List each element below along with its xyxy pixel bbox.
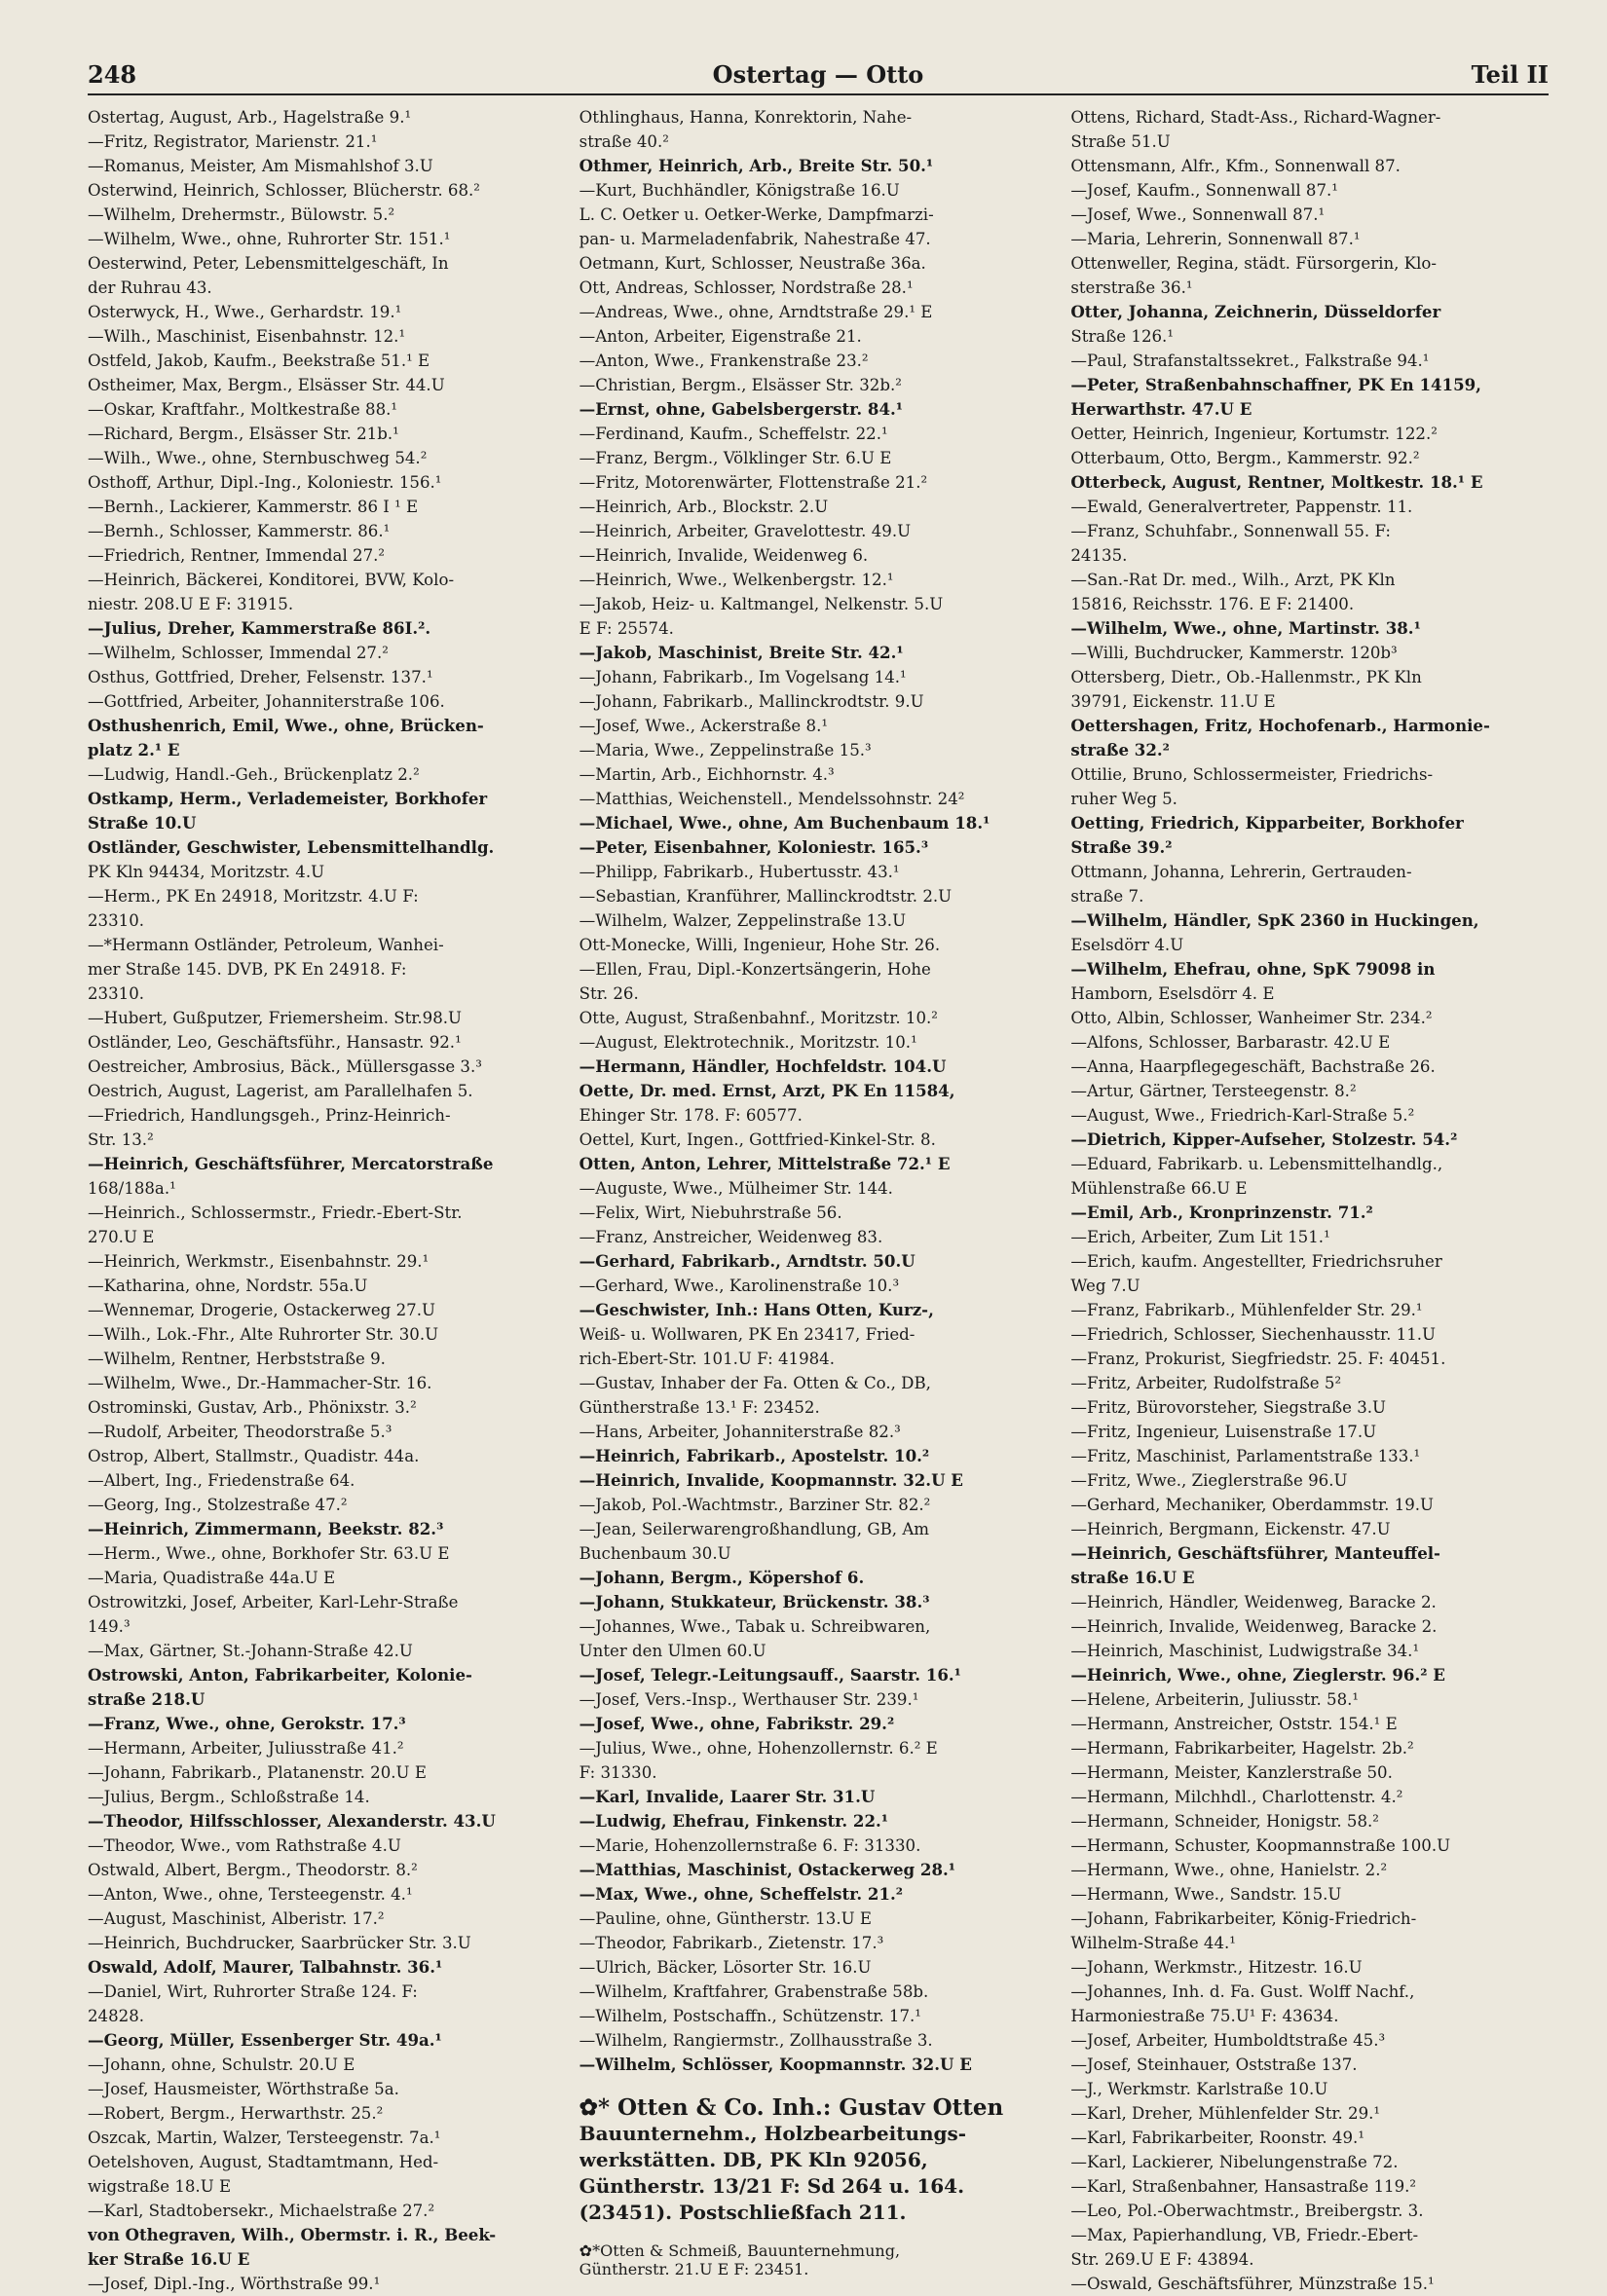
- directory-entry: —Fritz, Bürovorsteher, Siegstraße 3.U: [1070, 1398, 1387, 1417]
- directory-entry: —Emil, Arb., Kronprinzenstr. 71.²: [1070, 1203, 1373, 1222]
- directory-entry: —Friedrich, Handlungsgeh., Prinz-Heinrich-: [88, 1106, 451, 1125]
- directory-entry: —Hermann, Arbeiter, Juliusstraße 41.²: [88, 1739, 404, 1758]
- directory-entry: —Karl, Straßenbahner, Hansastraße 119.²: [1070, 2177, 1417, 2196]
- directory-entry: —Heinrich, Fabrikarb., Apostelstr. 10.²: [579, 1446, 930, 1465]
- page-number: 248: [88, 60, 137, 89]
- directory-entry: —Wilh., Maschinist, Eisenbahnstr. 12.¹: [88, 327, 406, 346]
- directory-entry: —Pauline, ohne, Güntherstr. 13.U E: [579, 1909, 873, 1928]
- directory-entry: —Andreas, Wwe., ohne, Arndtstraße 29.¹ E: [579, 303, 933, 321]
- directory-entry: Othmer, Heinrich, Arb., Breite Str. 50.¹: [579, 156, 934, 175]
- directory-entry: 15816, Reichsstr. 176. E F: 21400.: [1070, 595, 1355, 613]
- directory-entry: —Franz, Schuhfabr., Sonnenwall 55. F:: [1070, 522, 1391, 540]
- directory-entry: —Heinrich, Händler, Weidenweg, Baracke 2.: [1070, 1593, 1437, 1611]
- directory-entry: —Heinrich, Arb., Blockstr. 2.U: [579, 498, 829, 516]
- directory-entry: niestr. 208.U E F: 31915.: [88, 595, 294, 613]
- directory-entry: —Johann, Fabrikarb., Mallinckrodtstr. 9.U: [579, 692, 924, 711]
- directory-entry: —Katharina, ohne, Nordstr. 55a.U: [88, 1277, 368, 1295]
- directory-entry: —Karl, Lackierer, Nibelungenstraße 72.: [1070, 2153, 1399, 2171]
- directory-entry: —Albert, Ing., Friedenstraße 64.: [88, 1471, 355, 1490]
- directory-entry: —Romanus, Meister, Am Mismahlshof 3.U: [88, 157, 433, 175]
- directory-entry: —Josef, Kaufm., Sonnenwall 87.¹: [1070, 181, 1338, 200]
- ad-line: Güntherstr. 13/21 F: Sd 264 u. 164.: [579, 2174, 965, 2198]
- directory-entry: —Jakob, Pol.-Wachtmstr., Barziner Str. 82.²: [579, 1496, 931, 1514]
- directory-entry: —Fritz, Arbeiter, Rudolfstraße 5²: [1070, 1374, 1342, 1392]
- directory-entry: Unter den Ulmen 60.U: [579, 1642, 766, 1660]
- directory-entry: —Jean, Seilerwarengroßhandlung, GB, Am: [579, 1520, 930, 1538]
- directory-entry: Straße 126.¹: [1070, 327, 1174, 346]
- directory-entry: Güntherstraße 13.¹ F: 23452.: [579, 1398, 820, 1417]
- directory-entry: —Erich, Arbeiter, Zum Lit 151.¹: [1070, 1228, 1330, 1246]
- directory-entry: Mühlenstraße 66.U E: [1070, 1179, 1248, 1198]
- directory-entry: Othlinghaus, Hanna, Konrektorin, Nahe-: [579, 108, 913, 127]
- directory-entry: —Gerhard, Wwe., Karolinenstraße 10.³: [579, 1277, 900, 1295]
- directory-entry: E F: 25574.: [579, 619, 674, 638]
- directory-entry: Osthushenrich, Emil, Wwe., ohne, Brücken-: [88, 716, 484, 735]
- directory-entry: straße 7.: [1070, 887, 1144, 906]
- directory-entry: F: 31330.: [579, 1763, 657, 1782]
- directory-entry: Osthoff, Arthur, Dipl.-Ing., Koloniestr. 156.¹: [88, 473, 442, 492]
- directory-entry: —Johann, Werkmstr., Hitzestr. 16.U: [1070, 1958, 1363, 1977]
- directory-entry: —Karl, Fabrikarbeiter, Roonstr. 49.¹: [1070, 2129, 1364, 2147]
- directory-entry: Str. 13.²: [88, 1130, 154, 1149]
- directory-entry: straße 40.²: [579, 132, 669, 151]
- directory-entry: —Max, Wwe., ohne, Scheffelstr. 21.²: [579, 1884, 904, 1904]
- column-2: [579, 105, 1058, 2296]
- directory-entry: Weg 7.U: [1070, 1277, 1140, 1295]
- directory-entry: —Heinrich, Invalide, Weidenweg 6.: [579, 546, 869, 565]
- directory-entry: —Heinrich, Geschäftsführer, Manteuffel-: [1070, 1543, 1440, 1563]
- directory-entry: —Daniel, Wirt, Ruhrorter Straße 124. F:: [88, 1982, 418, 2001]
- directory-entry: —Bernh., Schlosser, Kammerstr. 86.¹: [88, 522, 391, 540]
- directory-entry: Straße 10.U: [88, 813, 197, 833]
- directory-entry: —Josef, Vers.-Insp., Werthauser Str. 239.¹: [579, 1690, 919, 1709]
- part-label: Teil II: [1471, 60, 1549, 89]
- directory-entry: —Ludwig, Handl.-Geh., Brückenplatz 2.²: [88, 765, 420, 784]
- directory-entry: Osterwyck, H., Wwe., Gerhardstr. 19.¹: [88, 303, 402, 321]
- directory-entry: —Fritz, Maschinist, Parlamentstraße 133.¹: [1070, 1447, 1421, 1465]
- directory-entry: Osthus, Gottfried, Dreher, Felsenstr. 137.¹: [88, 668, 433, 686]
- directory-entry: straße 218.U: [88, 1689, 206, 1709]
- directory-entry: —Johann, Fabrikarb., Im Vogelsang 14.¹: [579, 668, 907, 686]
- directory-entry: —Wilhelm, Wwe., Dr.-Hammacher-Str. 16.: [88, 1374, 432, 1392]
- directory-entry: Ostkamp, Herm., Verlademeister, Borkhofer: [88, 789, 488, 808]
- directory-entry: —Maria, Quadistraße 44a.U E: [88, 1569, 336, 1587]
- directory-entry: —Bernh., Lackierer, Kammerstr. 86 I ¹ E: [88, 498, 419, 516]
- directory-entry: —J., Werkmstr. Karlstraße 10.U: [1070, 2080, 1328, 2098]
- directory-entry: Osterwind, Heinrich, Schlosser, Blücherstr. 68.²: [88, 181, 480, 200]
- directory-entry: Harmoniestraße 75.U¹ F: 43634.: [1070, 2007, 1339, 2025]
- directory-entry: —Franz, Prokurist, Siegfriedstr. 25. F: 40451.: [1070, 1350, 1446, 1368]
- directory-entry: —Robert, Bergm., Herwarthstr. 25.²: [88, 2104, 384, 2123]
- directory-entry: —Georg, Ing., Stolzestraße 47.²: [88, 1496, 348, 1514]
- directory-entry: —Maria, Wwe., Zeppelinstraße 15.³: [579, 741, 872, 759]
- directory-entry: 24135.: [1070, 546, 1128, 565]
- directory-entry: —Julius, Bergm., Schloßstraße 14.: [88, 1788, 370, 1806]
- directory-entry: —Martin, Arb., Eichhornstr. 4.³: [579, 765, 835, 784]
- directory-entry: —Hans, Arbeiter, Johanniterstraße 82.³: [579, 1423, 901, 1441]
- directory-entry: —Wilhelm, Walzer, Zeppelinstraße 13.U: [579, 911, 907, 930]
- directory-entry: —Wilhelm, Wwe., ohne, Martinstr. 38.¹: [1070, 618, 1421, 638]
- directory-entry: —Heinrich, Bergmann, Eickenstr. 47.U: [1070, 1520, 1391, 1538]
- directory-entry: Oestrich, August, Lagerist, am Parallelhafen 5.: [88, 1082, 473, 1100]
- directory-entry: Ostländer, Leo, Geschäftsführ., Hansastr. 92.¹: [88, 1033, 462, 1052]
- directory-entry: —Jakob, Heiz- u. Kaltmangel, Nelkenstr. 5.U: [579, 595, 944, 613]
- directory-entry: Oswald, Adolf, Maurer, Talbahnstr. 36.¹: [88, 1957, 443, 1977]
- directory-entry: rich-Ebert-Str. 101.U F: 41984.: [579, 1350, 836, 1368]
- ad-line: Bauunternehm., Holzbearbeitungs-: [579, 2122, 967, 2145]
- directory-entry: —Johann, Bergm., Köpershof 6.: [579, 1568, 865, 1587]
- directory-entry: —Heinrich, Zimmermann, Beekstr. 82.³: [88, 1519, 444, 1538]
- directory-entry: —San.-Rat Dr. med., Wilh., Arzt, PK Kln: [1070, 571, 1396, 589]
- directory-entry: —Karl, Stadtobersekr., Michaelstraße 27.²: [88, 2202, 435, 2220]
- directory-entry: —Theodor, Hilfsschlosser, Alexanderstr. 43.U: [88, 1811, 496, 1831]
- directory-entry: Otte, August, Straßenbahnf., Moritzstr. 10.²: [579, 1009, 938, 1027]
- directory-entry: 270.U E: [88, 1228, 155, 1246]
- directory-entry: —Max, Gärtner, St.-Johann-Straße 42.U: [88, 1642, 413, 1660]
- directory-entry: —Friedrich, Schlosser, Siechenhausstr. 11.U: [1070, 1325, 1437, 1344]
- directory-entry: Oetelshoven, August, Stadtamtmann, Hed-: [88, 2153, 439, 2171]
- directory-entry: —Anton, Wwe., ohne, Tersteegenstr. 4.¹: [88, 1885, 413, 1904]
- ad-line: werkstätten. DB, PK Kln 92056,: [579, 2148, 928, 2171]
- directory-entry: straße 32.²: [1070, 740, 1170, 759]
- directory-entry: —Max, Papierhandlung, VB, Friedr.-Ebert-: [1070, 2226, 1419, 2244]
- directory-entry: Ostheimer, Max, Bergm., Elsässer Str. 44.U: [88, 376, 445, 394]
- ad-line: Güntherstr. 21.U E F: 23451.: [579, 2260, 809, 2278]
- directory-entry: 24828.: [88, 2007, 145, 2025]
- directory-entry: —Franz, Bergm., Völklinger Str. 6.U E: [579, 449, 892, 467]
- directory-entry: —Hermann, Wwe., Sandstr. 15.U: [1070, 1885, 1342, 1904]
- directory-entry: —Josef, Wwe., Sonnenwall 87.¹: [1070, 205, 1326, 224]
- page-header: [88, 55, 1549, 95]
- directory-entry: 149.³: [88, 1617, 131, 1636]
- directory-entry: Ottensmann, Alfr., Kfm., Sonnenwall 87.: [1070, 157, 1401, 175]
- directory-entry: —Hermann, Milchhdl., Charlottenstr. 4.²: [1070, 1788, 1403, 1806]
- directory-entry: —Wilhelm, Händler, SpK 2360 in Huckingen,: [1070, 910, 1479, 930]
- directory-entry: —Heinrich, Werkmstr., Eisenbahnstr. 29.¹: [88, 1252, 430, 1271]
- directory-entry: Ostrowitzki, Josef, Arbeiter, Karl-Lehr-Straße: [88, 1593, 459, 1611]
- directory-entry: 168/188a.¹: [88, 1179, 176, 1198]
- directory-entry: Oetter, Heinrich, Ingenieur, Kortumstr. 122.²: [1070, 425, 1438, 443]
- directory-entry: Ott-Monecke, Willi, Ingenieur, Hohe Str. 26.: [579, 936, 941, 954]
- directory-entry: Ostertag, August, Arb., Hagelstraße 9.¹: [88, 108, 412, 127]
- directory-entry: —Wennemar, Drogerie, Ostackerweg 27.U: [88, 1301, 435, 1319]
- directory-entry: Eselsdörr 4.U: [1070, 936, 1184, 954]
- page-title: Ostertag — Otto: [712, 60, 924, 89]
- directory-entry: Ottenweller, Regina, städt. Fürsorgerin, Klo-: [1070, 254, 1437, 273]
- directory-entry: —Heinrich, Bäckerei, Konditorei, BVW, Kolo-: [88, 571, 455, 589]
- directory-entry: 23310.: [88, 984, 145, 1003]
- directory-entry: Ostrop, Albert, Stallmstr., Quadistr. 44a.: [88, 1447, 420, 1465]
- directory-entry: —Heinrich., Schlossermstr., Friedr.-Ebert-Str.: [88, 1204, 463, 1222]
- directory-columns: [88, 105, 1549, 2296]
- directory-entry: —Julius, Wwe., ohne, Hohenzollernstr. 6.² E: [579, 1739, 938, 1758]
- directory-entry: —Eduard, Fabrikarb. u. Lebensmittelhandlg.,: [1070, 1155, 1443, 1173]
- directory-entry: —Friedrich, Rentner, Immendal 27.²: [88, 546, 386, 565]
- directory-entry: Hamborn, Eselsdörr 4. E: [1070, 984, 1275, 1003]
- directory-entry: —Hermann, Wwe., ohne, Hanielstr. 2.²: [1070, 1861, 1388, 1879]
- directory-entry: —Anna, Haarpflegegeschäft, Bachstraße 26.: [1070, 1057, 1436, 1076]
- directory-entry: ker Straße 16.U E: [88, 2249, 250, 2269]
- directory-entry: Str. 26.: [579, 984, 639, 1003]
- directory-entry: —Rudolf, Arbeiter, Theodorstraße 5.³: [88, 1423, 392, 1441]
- directory-entry: —Wilhelm, Postschaffn., Schützenstr. 17.¹: [579, 2007, 921, 2025]
- directory-entry: —Leo, Pol.-Oberwachtmstr., Breibergstr. 3.: [1070, 2202, 1424, 2220]
- directory-entry: —Heinrich, Invalide, Weidenweg, Baracke 2.: [1070, 1617, 1438, 1636]
- directory-entry: —Gerhard, Mechaniker, Oberdammstr. 19.U: [1070, 1496, 1435, 1514]
- directory-entry: —Julius, Dreher, Kammerstraße 86I.².: [88, 618, 431, 638]
- directory-entry: —Geschwister, Inh.: Hans Otten, Kurz-,: [579, 1300, 934, 1319]
- directory-entry: —Franz, Anstreicher, Weidenweg 83.: [579, 1228, 883, 1246]
- directory-entry: —Felix, Wirt, Niebuhrstraße 56.: [579, 1204, 842, 1222]
- directory-entry: —Sebastian, Kranführer, Mallinckrodtstr. 2.U: [579, 887, 953, 906]
- directory-entry: Oszcak, Martin, Walzer, Tersteegenstr. 7a.¹: [88, 2129, 441, 2147]
- directory-entry: —Heinrich, Maschinist, Ludwigstraße 34.¹: [1070, 1642, 1420, 1660]
- directory-entry: wigstraße 18.U E: [88, 2177, 232, 2196]
- directory-entry: —Marie, Hohenzollernstraße 6. F: 31330.: [579, 1836, 921, 1855]
- directory-entry: Oettershagen, Fritz, Hochofenarb., Harmonie-: [1070, 716, 1490, 735]
- directory-entry: Ostrowski, Anton, Fabrikarbeiter, Kolonie-: [88, 1665, 472, 1685]
- directory-entry: —Ellen, Frau, Dipl.-Konzertsängerin, Hohe: [579, 960, 931, 979]
- directory-entry: —Wilhelm, Schlosser, Immendal 27.²: [88, 644, 389, 662]
- directory-entry: —Fritz, Ingenieur, Luisenstraße 17.U: [1070, 1423, 1377, 1441]
- directory-entry: Ehinger Str. 178. F: 60577.: [579, 1106, 803, 1125]
- directory-entry: —Hubert, Gußputzer, Friemersheim. Str.98.U: [88, 1009, 463, 1027]
- otten-schmeiss-advertisement: [579, 2241, 1058, 2278]
- directory-entry: —Wilh., Lok.-Fhr., Alte Ruhrorter Str. 30.U: [88, 1325, 439, 1344]
- directory-entry: Oestreicher, Ambrosius, Bäck., Müllersgasse 3.³: [88, 1057, 482, 1076]
- directory-entry: —Willi, Buchdrucker, Kammerstr. 120b³: [1070, 644, 1398, 662]
- directory-entry: —Theodor, Wwe., vom Rathstraße 4.U: [88, 1836, 401, 1855]
- directory-entry: —Peter, Straßenbahnschaffner, PK En 14159,: [1070, 375, 1481, 394]
- otten-co-advertisement: [579, 2094, 1058, 2226]
- directory-entry: —Fritz, Registrator, Marienstr. 21.¹: [88, 132, 378, 151]
- directory-entry: mer Straße 145. DVB, PK En 24918. F:: [88, 960, 407, 979]
- directory-entry: —Heinrich, Geschäftsführer, Mercatorstraße: [88, 1154, 494, 1173]
- directory-entry: —August, Maschinist, Alberistr. 17.²: [88, 1909, 385, 1928]
- directory-entry: —Hermann, Meister, Kanzlerstraße 50.: [1070, 1763, 1393, 1782]
- directory-entry: pan- u. Marmeladenfabrik, Nahestraße 47.: [579, 230, 931, 248]
- directory-entry: —Johann, Fabrikarb., Platanenstr. 20.U E: [88, 1763, 427, 1782]
- directory-entry: sterstraße 36.¹: [1070, 278, 1193, 297]
- directory-entry: —Artur, Gärtner, Tersteegenstr. 8.²: [1070, 1082, 1357, 1100]
- directory-entry: —Paul, Strafanstaltssekret., Falkstraße 94.¹: [1070, 352, 1430, 370]
- directory-entry: L. C. Oetker u. Oetker-Werke, Dampfmarzi-: [579, 205, 934, 224]
- directory-entry: straße 16.U E: [1070, 1568, 1195, 1587]
- directory-entry: —Gerhard, Fabrikarb., Arndtstr. 50.U: [579, 1251, 916, 1271]
- directory-entry: 23310.: [88, 911, 145, 930]
- directory-entry: —Ernst, ohne, Gabelsbergerstr. 84.¹: [579, 399, 904, 419]
- directory-entry: —Hermann, Anstreicher, Oststr. 154.¹ E: [1070, 1715, 1398, 1733]
- directory-entry: Oetting, Friedrich, Kipparbeiter, Borkhofer: [1070, 813, 1464, 833]
- directory-entry: Ottilie, Bruno, Schlossermeister, Friedrichs-: [1070, 765, 1434, 784]
- directory-entry: —Oswald, Geschäftsführer, Münzstraße 15.¹: [1070, 2275, 1435, 2293]
- directory-entry: —Josef, Wwe., Ackerstraße 8.¹: [579, 717, 829, 735]
- directory-entry: Ottmann, Johanna, Lehrerin, Gertrauden-: [1070, 863, 1412, 881]
- directory-entry: —Peter, Eisenbahner, Koloniestr. 165.³: [579, 837, 929, 857]
- directory-entry: —Franz, Wwe., ohne, Gerokstr. 17.³: [88, 1714, 406, 1733]
- directory-entry: Ostländer, Geschwister, Lebensmittelhandlg.: [88, 837, 495, 857]
- directory-entry: —Karl, Dreher, Mühlenfelder Str. 29.¹: [1070, 2104, 1381, 2123]
- directory-entry: 39791, Eickenstr. 11.U E: [1070, 692, 1276, 711]
- directory-entry: von Othegraven, Wilh., Obermstr. i. R., Beek-: [88, 2225, 497, 2244]
- directory-entry: —Johannes, Wwe., Tabak u. Schreibwaren,: [579, 1617, 931, 1636]
- directory-entry: —Herm., PK En 24918, Moritzstr. 4.U F:: [88, 887, 419, 906]
- directory-entry: —Herm., Wwe., ohne, Borkhofer Str. 63.U E: [88, 1544, 450, 1563]
- directory-entry: —Wilh., Wwe., ohne, Sternbuschweg 54.²: [88, 449, 428, 467]
- directory-entry: Otto, Albin, Schlosser, Wanheimer Str. 234.²: [1070, 1009, 1433, 1027]
- directory-entry: —Wilhelm, Kraftfahrer, Grabenstraße 58b.: [579, 1982, 929, 2001]
- directory-entry: —Heinrich, Wwe., Welkenbergstr. 12.¹: [579, 571, 894, 589]
- directory-entry: —Ewald, Generalvertreter, Pappenstr. 11.: [1070, 498, 1413, 516]
- directory-entry: der Ruhrau 43.: [88, 278, 212, 297]
- directory-entry: —Philipp, Fabrikarb., Hubertusstr. 43.¹: [579, 863, 900, 881]
- directory-entry: —Richard, Bergm., Elsässer Str. 21b.¹: [88, 425, 399, 443]
- directory-entry: Ostfeld, Jakob, Kaufm., Beekstraße 51.¹ E: [88, 352, 430, 370]
- column-3: [1070, 105, 1549, 2296]
- directory-entry: —Oskar, Kraftfahr., Moltkestraße 88.¹: [88, 400, 398, 419]
- directory-entry: —Jakob, Maschinist, Breite Str. 42.¹: [579, 643, 904, 662]
- column-1: [88, 105, 566, 2296]
- directory-entry: —Wilhelm, Wwe., ohne, Ruhrorter Str. 151.¹: [88, 230, 451, 248]
- directory-entry: —Josef, Hausmeister, Wörthstraße 5a.: [88, 2080, 399, 2098]
- directory-entry: —Hermann, Händler, Hochfeldstr. 104.U: [579, 1056, 947, 1076]
- directory-entry: Ott, Andreas, Schlosser, Nordstraße 28.¹: [579, 278, 914, 297]
- directory-entry: —Matthias, Weichenstell., Mendelssohnstr. 24²: [579, 790, 965, 808]
- directory-entry: —Josef, Wwe., ohne, Fabrikstr. 29.²: [579, 1714, 895, 1733]
- ad-line: (23451). Postschließfach 211.: [579, 2201, 907, 2224]
- directory-entry: —Josef, Dipl.-Ing., Wörthstraße 99.¹: [88, 2275, 381, 2293]
- directory-entry: —Dietrich, Kipper-Aufseher, Stolzestr. 54.²: [1070, 1129, 1458, 1149]
- directory-entry: —Theodor, Fabrikarb., Zietenstr. 17.³: [579, 1934, 884, 1952]
- directory-entry: Ostwald, Albert, Bergm., Theodorstr. 8.²: [88, 1861, 418, 1879]
- directory-entry: Ottersberg, Dietr., Ob.-Hallenmstr., PK Kln: [1070, 668, 1422, 686]
- directory-entry: Oetmann, Kurt, Schlosser, Neustraße 36a.: [579, 254, 926, 273]
- ad-line: ✿*Otten & Schmeiß, Bauunternehmung,: [579, 2241, 901, 2260]
- directory-entry: Otten, Anton, Lehrer, Mittelstraße 72.¹ E: [579, 1154, 951, 1173]
- directory-entry: Oesterwind, Peter, Lebensmittelgeschäft, In: [88, 254, 449, 273]
- directory-entry: Weiß- u. Wollwaren, PK En 23417, Fried-: [579, 1325, 916, 1344]
- directory-entry: Straße 39.²: [1070, 837, 1173, 857]
- directory-entry: platz 2.¹ E: [88, 740, 180, 759]
- directory-entry: Herwarthstr. 47.U E: [1070, 399, 1252, 419]
- directory-entry: —Hermann, Schuster, Koopmannstraße 100.U: [1070, 1836, 1451, 1855]
- directory-entry: —Heinrich, Wwe., ohne, Zieglerstr. 96.² E: [1070, 1665, 1445, 1685]
- directory-entry: —Georg, Müller, Essenberger Str. 49a.¹: [88, 2030, 442, 2050]
- directory-entry: —Anton, Wwe., Frankenstraße 23.²: [579, 352, 869, 370]
- directory-entry: Buchenbaum 30.U: [579, 1544, 731, 1563]
- directory-entry: —Johann, Fabrikarbeiter, König-Friedrich-: [1070, 1909, 1417, 1928]
- directory-entry: —Gustav, Inhaber der Fa. Otten & Co., DB,: [579, 1374, 931, 1392]
- directory-entry: —Wilhelm, Rangiermstr., Zollhausstraße 3.: [579, 2031, 933, 2050]
- directory-entry: —Maria, Lehrerin, Sonnenwall 87.¹: [1070, 230, 1361, 248]
- directory-entry: —Wilhelm, Ehefrau, ohne, SpK 79098 in: [1070, 959, 1436, 979]
- directory-entry: —Hermann, Schneider, Honigstr. 58.²: [1070, 1812, 1379, 1831]
- directory-entry: —Helene, Arbeiterin, Juliusstr. 58.¹: [1070, 1690, 1360, 1709]
- directory-entry: —Michael, Wwe., ohne, Am Buchenbaum 18.¹: [579, 813, 990, 833]
- directory-entry: —Wilhelm, Schlösser, Koopmannstr. 32.U E: [579, 2055, 972, 2074]
- directory-entry: —Auguste, Wwe., Mülheimer Str. 144.: [579, 1179, 893, 1198]
- directory-entry: —Heinrich, Invalide, Koopmannstr. 32.U E: [579, 1470, 963, 1490]
- directory-entry: —*Hermann Ostländer, Petroleum, Wanhei-: [88, 936, 444, 954]
- directory-entry: Str. 269.U E F: 43894.: [1070, 2250, 1254, 2269]
- directory-entry: —Wilhelm, Drehermstr., Bülowstr. 5.²: [88, 205, 395, 224]
- directory-entry: —Kurt, Buchhändler, Königstraße 16.U: [579, 181, 900, 200]
- directory-entry: Otter, Johanna, Zeichnerin, Düsseldorfer: [1070, 302, 1441, 321]
- directory-entry: Ostrominski, Gustav, Arb., Phönixstr. 3.²: [88, 1398, 417, 1417]
- ad-line: ✿* Otten & Co. Inh.: Gustav Otten: [579, 2094, 1004, 2121]
- directory-entry: ruher Weg 5.: [1070, 790, 1177, 808]
- directory-entry: Oettel, Kurt, Ingen., Gottfried-Kinkel-Str. 8.: [579, 1130, 936, 1149]
- directory-entry: Otterbaum, Otto, Bergm., Kammerstr. 92.²: [1070, 449, 1420, 467]
- directory-entry: —Fritz, Wwe., Zieglerstraße 96.U: [1070, 1471, 1348, 1490]
- directory-entry: —Christian, Bergm., Elsässer Str. 32b.²: [579, 376, 902, 394]
- directory-entry: —Matthias, Maschinist, Ostackerweg 28.¹: [579, 1860, 956, 1879]
- directory-entry: —Anton, Arbeiter, Eigenstraße 21.: [579, 327, 862, 346]
- directory-entry: —Ulrich, Bäcker, Lösorter Str. 16.U: [579, 1958, 872, 1977]
- directory-entry: —Gottfried, Arbeiter, Johanniterstraße 106.: [88, 692, 445, 711]
- directory-entry: —Alfons, Schlosser, Barbarastr. 42.U E: [1070, 1033, 1391, 1052]
- directory-entry: —Josef, Telegr.-Leitungsauff., Saarstr. 16.¹: [579, 1665, 961, 1685]
- directory-entry: —Heinrich, Buchdrucker, Saarbrücker Str. 3.U: [88, 1934, 471, 1952]
- directory-entry: PK Kln 94434, Moritzstr. 4.U: [88, 863, 325, 881]
- directory-entry: —Wilhelm, Rentner, Herbststraße 9.: [88, 1350, 386, 1368]
- directory-entry: —Josef, Steinhauer, Oststraße 137.: [1070, 2055, 1358, 2074]
- directory-entry: Straße 51.U: [1070, 132, 1171, 151]
- directory-entry: Wilhelm-Straße 44.¹: [1070, 1934, 1236, 1952]
- directory-entry: —Johann, Stukkateur, Brückenstr. 38.³: [579, 1592, 930, 1611]
- directory-entry: —Ludwig, Ehefrau, Finkenstr. 22.¹: [579, 1811, 889, 1831]
- directory-entry: Ottens, Richard, Stadt-Ass., Richard-Wagner-: [1070, 108, 1441, 127]
- directory-entry: Oette, Dr. med. Ernst, Arzt, PK En 11584,: [579, 1081, 955, 1100]
- directory-entry: —Josef, Arbeiter, Humboldtstraße 45.³: [1070, 2031, 1386, 2050]
- directory-entry: —Johannes, Inh. d. Fa. Gust. Wolff Nachf.,: [1070, 1982, 1415, 2001]
- directory-entry: —Karl, Invalide, Laarer Str. 31.U: [579, 1787, 876, 1806]
- directory-entry: —Heinrich, Arbeiter, Gravelottestr. 49.U: [579, 522, 912, 540]
- directory-entry: —Erich, kaufm. Angestellter, Friedrichsruher: [1070, 1252, 1442, 1271]
- directory-entry: —Johann, ohne, Schulstr. 20.U E: [88, 2055, 355, 2074]
- directory-entry: —Ferdinand, Kaufm., Scheffelstr. 22.¹: [579, 425, 888, 443]
- directory-entry: Otterbeck, August, Rentner, Moltkestr. 18.¹ E: [1070, 472, 1483, 492]
- directory-entry: —Hermann, Fabrikarbeiter, Hagelstr. 2b.²: [1070, 1739, 1414, 1758]
- directory-entry: —Franz, Fabrikarb., Mühlenfelder Str. 29.¹: [1070, 1301, 1423, 1319]
- directory-entry: —Fritz, Motorenwärter, Flottenstraße 21.²: [579, 473, 928, 492]
- directory-entry: —August, Elektrotechnik., Moritzstr. 10.¹: [579, 1033, 917, 1052]
- directory-entry: —August, Wwe., Friedrich-Karl-Straße 5.²: [1070, 1106, 1415, 1125]
